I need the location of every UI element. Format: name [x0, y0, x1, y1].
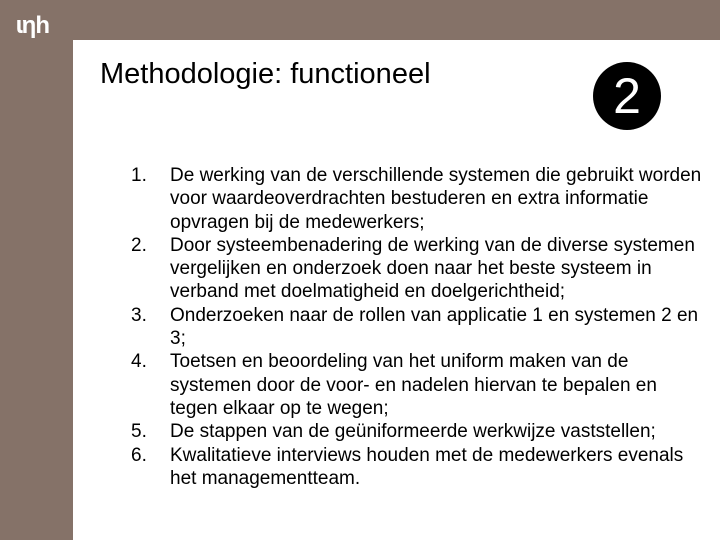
list-item-text: Kwalitatieve interviews houden met de medewerkers evenals het managementteam. [170, 444, 684, 489]
list-item-number: 4. [131, 351, 147, 373]
list-item [131, 304, 706, 351]
logo: ɩηh [16, 12, 49, 39]
list-item-text: Toetsen en beoordeling van het uniform maken van de systemen door de voor- en nadelen hiervan te bepalen en tegen elkaar op te wegen; [170, 351, 657, 419]
list-item [131, 444, 706, 491]
list-item-text: Onderzoeken naar de rollen van applicatie 1 en systemen 2 en 3; [170, 304, 699, 350]
list-item [131, 350, 706, 420]
list-item-number: 2. [131, 234, 147, 256]
list-item-number: 5. [131, 421, 147, 443]
list-item-number: 3. [131, 304, 147, 326]
list-item-number: 1. [131, 165, 147, 186]
list-item-text: De werking van de verschillende systemen die gebruikt worden voor waardeoverdrachten bestuderen en extra informatie opvragen bij de medewerkers; [170, 165, 702, 233]
numbered-list [131, 164, 706, 490]
list-item [131, 420, 706, 443]
left-frame-bar [0, 0, 73, 540]
step-number-badge: 2 [593, 62, 661, 130]
list-item [131, 234, 706, 304]
list-item-number: 6. [131, 444, 147, 466]
list-item-text: De stappen van de geüniformeerde werkwijze vaststellen; [170, 421, 656, 443]
top-frame-bar [0, 0, 720, 40]
slide-title: Methodologie: functioneel [100, 58, 431, 90]
list-item [131, 164, 706, 234]
list-item-text: Door systeembenadering de werking van de diverse systemen vergelijken en onderzoek doen naar het beste systeem in verband met doelmatigheid en doelgerichtheid; [170, 234, 695, 303]
